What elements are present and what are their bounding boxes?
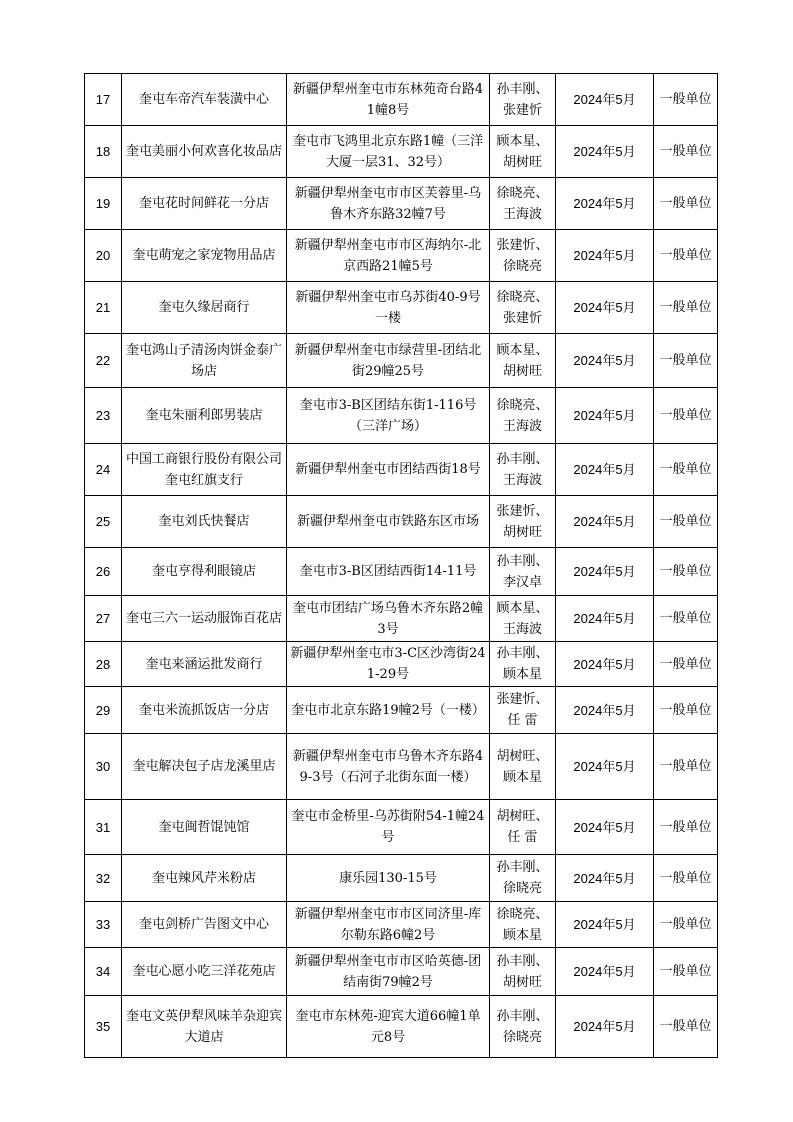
inspection-date: 2024年5月 [556, 178, 654, 230]
unit-name: 奎屯萌宠之家宠物用品店 [122, 230, 287, 282]
unit-name: 奎屯辣风芹米粉店 [122, 855, 287, 902]
inspection-date: 2024年5月 [556, 126, 654, 178]
row-number: 17 [85, 74, 122, 126]
table-row [85, 74, 718, 126]
table-row [85, 282, 718, 334]
inspection-date: 2024年5月 [556, 548, 654, 596]
table-row [85, 596, 718, 642]
inspection-date: 2024年5月 [556, 734, 654, 800]
inspection-date: 2024年5月 [556, 996, 654, 1058]
row-number: 25 [85, 496, 122, 548]
unit-name: 奎屯文英伊犁风味羊杂迎宾大道店 [122, 996, 287, 1058]
row-number: 30 [85, 734, 122, 800]
row-number: 31 [85, 800, 122, 855]
inspection-date: 2024年5月 [556, 855, 654, 902]
table-row [85, 855, 718, 902]
unit-type: 一般单位 [654, 282, 718, 334]
inspection-date: 2024年5月 [556, 642, 654, 687]
unit-address: 新疆伊犁州奎屯市东林苑奇台路41幢8号 [287, 74, 490, 126]
unit-type: 一般单位 [654, 74, 718, 126]
unit-address: 奎屯市金桥里-乌苏街附54-1幢24号 [287, 800, 490, 855]
row-number: 24 [85, 444, 122, 496]
unit-address: 奎屯市北京东路19幢2号（一楼） [287, 687, 490, 734]
unit-address: 新疆伊犁州奎屯市市区哈英德-团结南街79幢2号 [287, 948, 490, 996]
unit-type: 一般单位 [654, 444, 718, 496]
table-row [85, 496, 718, 548]
table-row [85, 687, 718, 734]
table-row [85, 734, 718, 800]
unit-type: 一般单位 [654, 178, 718, 230]
unit-name: 奎屯刘氏快餐店 [122, 496, 287, 548]
inspectors: 孙丰刚、徐晓亮 [490, 996, 556, 1058]
unit-address: 奎屯市团结广场乌鲁木齐东路2幢3号 [287, 596, 490, 642]
unit-type: 一般单位 [654, 948, 718, 996]
unit-address: 康乐园130-15号 [287, 855, 490, 902]
unit-address: 新疆伊犁州奎屯市团结西街18号 [287, 444, 490, 496]
row-number: 32 [85, 855, 122, 902]
unit-name: 奎屯美丽小何欢喜化妆品店 [122, 126, 287, 178]
table-row [85, 996, 718, 1058]
table-row [85, 444, 718, 496]
unit-type: 一般单位 [654, 596, 718, 642]
inspection-date: 2024年5月 [556, 74, 654, 126]
table-body [85, 74, 718, 1058]
table-row [85, 948, 718, 996]
inspectors: 孙丰刚、胡树旺 [490, 948, 556, 996]
row-number: 29 [85, 687, 122, 734]
unit-address: 奎屯市飞鸿里北京东路1幢（三洋大厦一层31、32号） [287, 126, 490, 178]
inspectors: 徐晓亮、王海波 [490, 178, 556, 230]
row-number: 35 [85, 996, 122, 1058]
unit-name: 奎屯久缘居商行 [122, 282, 287, 334]
inspectors: 顾本星、胡树旺 [490, 334, 556, 388]
unit-type: 一般单位 [654, 800, 718, 855]
inspection-date: 2024年5月 [556, 800, 654, 855]
inspection-date: 2024年5月 [556, 687, 654, 734]
unit-name: 奎屯闽哲馄饨馆 [122, 800, 287, 855]
unit-type: 一般单位 [654, 642, 718, 687]
inspectors: 张建忻、胡树旺 [490, 496, 556, 548]
unit-address: 奎屯市3-B区团结东街1-116号（三洋广场） [287, 388, 490, 444]
inspection-date: 2024年5月 [556, 282, 654, 334]
unit-name: 奎屯三六一运动服饰百花店 [122, 596, 287, 642]
unit-name: 奎屯来涵运批发商行 [122, 642, 287, 687]
unit-address: 新疆伊犁州奎屯市市区同济里-库尔勒东路6幢2号 [287, 902, 490, 948]
inspectors: 张建忻、徐晓亮 [490, 230, 556, 282]
unit-name: 中国工商银行股份有限公司奎屯红旗支行 [122, 444, 287, 496]
unit-name: 奎屯解决包子店龙溪里店 [122, 734, 287, 800]
row-number: 27 [85, 596, 122, 642]
unit-address: 新疆伊犁州奎屯市乌鲁木齐东路49-3号（石河子北街东面一楼） [287, 734, 490, 800]
inspectors: 孙丰刚、李汉卓 [490, 548, 556, 596]
unit-name: 奎屯花时间鲜花一分店 [122, 178, 287, 230]
unit-type: 一般单位 [654, 496, 718, 548]
table-row [85, 902, 718, 948]
row-number: 19 [85, 178, 122, 230]
row-number: 33 [85, 902, 122, 948]
row-number: 22 [85, 334, 122, 388]
unit-type: 一般单位 [654, 388, 718, 444]
inspection-date: 2024年5月 [556, 230, 654, 282]
inspectors: 胡树旺、任 雷 [490, 800, 556, 855]
table-row [85, 388, 718, 444]
inspectors: 徐晓亮、王海波 [490, 388, 556, 444]
inspection-date: 2024年5月 [556, 948, 654, 996]
unit-address: 新疆伊犁州奎屯市绿营里-团结北街29幢25号 [287, 334, 490, 388]
unit-name: 奎屯朱丽利郎男装店 [122, 388, 287, 444]
unit-name: 奎屯剑桥广告图文中心 [122, 902, 287, 948]
inspection-date: 2024年5月 [556, 334, 654, 388]
row-number: 23 [85, 388, 122, 444]
inspectors: 徐晓亮、顾本星 [490, 902, 556, 948]
unit-address: 新疆伊犁州奎屯市市区海纳尔-北京西路21幢5号 [287, 230, 490, 282]
unit-address: 新疆伊犁州奎屯市市区芙蓉里-乌鲁木齐东路32幢7号 [287, 178, 490, 230]
unit-address: 奎屯市3-B区团结西街14-11号 [287, 548, 490, 596]
unit-type: 一般单位 [654, 230, 718, 282]
row-number: 28 [85, 642, 122, 687]
unit-address: 新疆伊犁州奎屯市3-C区沙湾街241-29号 [287, 642, 490, 687]
table-row [85, 800, 718, 855]
row-number: 18 [85, 126, 122, 178]
table-row [85, 230, 718, 282]
inspectors: 顾本星、王海波 [490, 596, 556, 642]
unit-name: 奎屯米流抓饭店一分店 [122, 687, 287, 734]
inspection-date: 2024年5月 [556, 444, 654, 496]
inspectors: 孙丰刚、王海波 [490, 444, 556, 496]
row-number: 21 [85, 282, 122, 334]
row-number: 26 [85, 548, 122, 596]
unit-type: 一般单位 [654, 126, 718, 178]
unit-type: 一般单位 [654, 996, 718, 1058]
inspectors: 孙丰刚、张建忻 [490, 74, 556, 126]
unit-address: 奎屯市东林苑-迎宾大道66幢1单元8号 [287, 996, 490, 1058]
table-row [85, 126, 718, 178]
unit-type: 一般单位 [654, 734, 718, 800]
inspection-date: 2024年5月 [556, 596, 654, 642]
inspectors: 张建忻、任 雷 [490, 687, 556, 734]
row-number: 20 [85, 230, 122, 282]
unit-type: 一般单位 [654, 548, 718, 596]
unit-name: 奎屯车帝汽车装潢中心 [122, 74, 287, 126]
unit-address: 新疆伊犁州奎屯市乌苏街40-9号一楼 [287, 282, 490, 334]
inspectors: 顾本星、胡树旺 [490, 126, 556, 178]
unit-type: 一般单位 [654, 855, 718, 902]
inspectors: 孙丰刚、顾本星 [490, 642, 556, 687]
table-row [85, 642, 718, 687]
inspection-date: 2024年5月 [556, 496, 654, 548]
unit-type: 一般单位 [654, 334, 718, 388]
inspectors: 徐晓亮、张建忻 [490, 282, 556, 334]
table-row [85, 334, 718, 388]
unit-name: 奎屯亨得利眼镜店 [122, 548, 287, 596]
unit-name: 奎屯鸿山子清汤肉饼金泰广场店 [122, 334, 287, 388]
unit-name: 奎屯心愿小吃三洋花苑店 [122, 948, 287, 996]
inspection-date: 2024年5月 [556, 388, 654, 444]
unit-type: 一般单位 [654, 687, 718, 734]
unit-address: 新疆伊犁州奎屯市铁路东区市场 [287, 496, 490, 548]
inspectors: 孙丰刚、徐晓亮 [490, 855, 556, 902]
table-row [85, 548, 718, 596]
row-number: 34 [85, 948, 122, 996]
inspectors: 胡树旺、顾本星 [490, 734, 556, 800]
table-row [85, 178, 718, 230]
inspection-date: 2024年5月 [556, 902, 654, 948]
unit-type: 一般单位 [654, 902, 718, 948]
inspection-table [84, 73, 718, 1058]
